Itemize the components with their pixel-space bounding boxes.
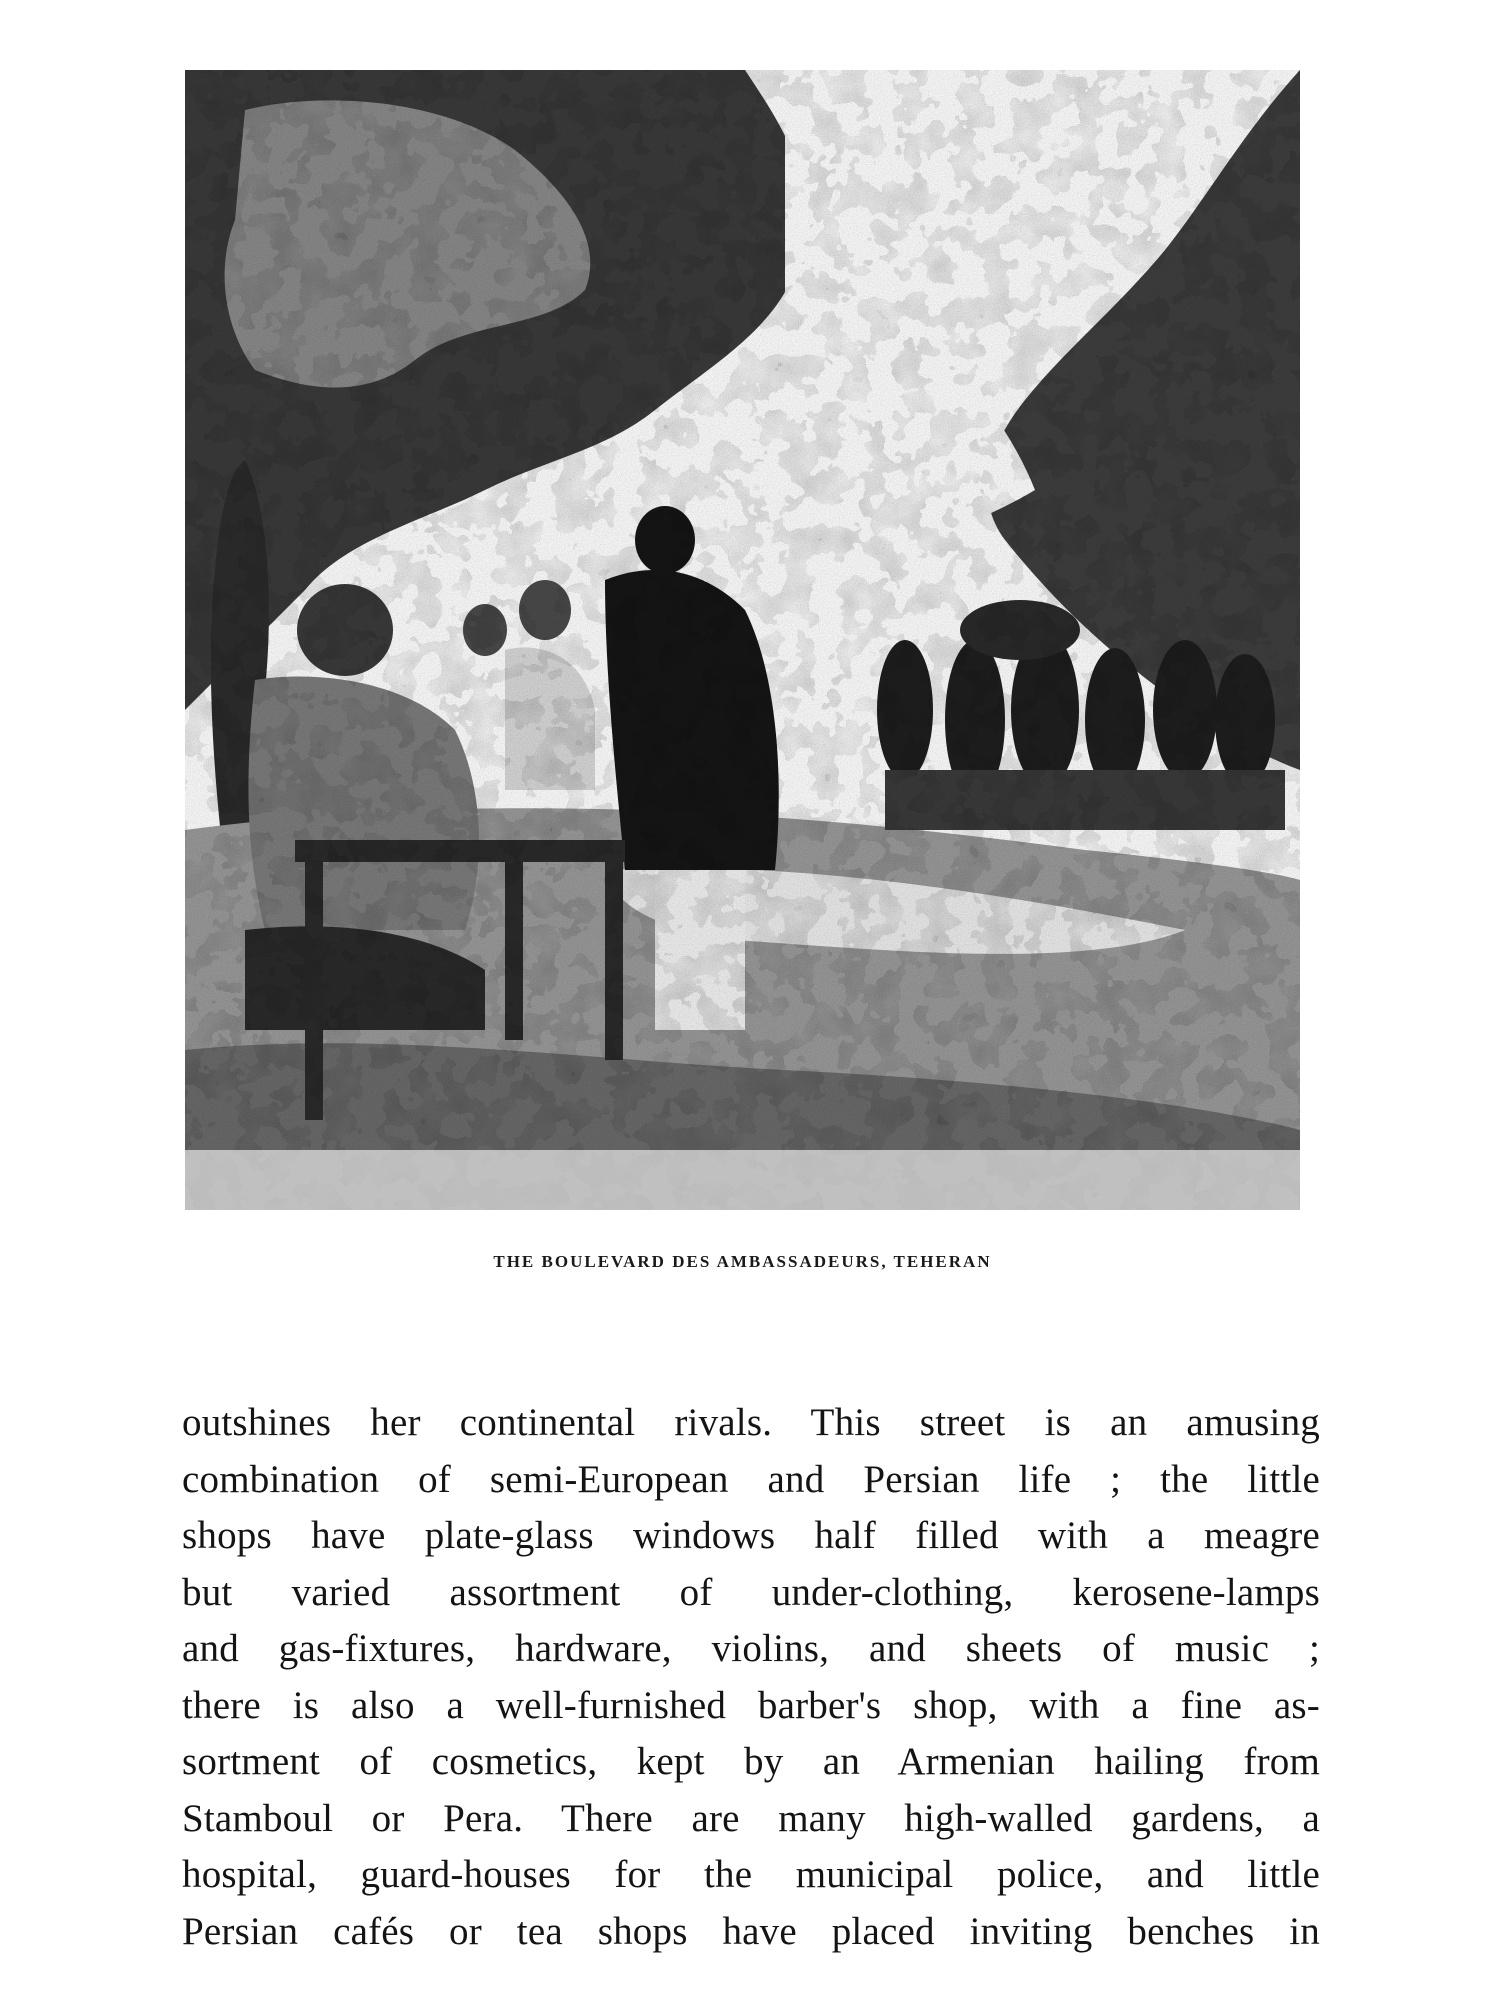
text-line: sortment of cosmetics, kept by an Armenian hailing from (182, 1740, 1320, 1783)
body-text (182, 1395, 1320, 1960)
text-line: there is also a well-furnished barber's shop, with a fine as- (182, 1683, 1320, 1727)
text-line: and gas-fixtures, hardware, violins, and sheets of music ; (182, 1627, 1320, 1670)
text-line: combination of semi-European and Persian life ; the little (182, 1457, 1320, 1501)
text-line: Persian cafés or tea shops have placed inviting benches in (182, 1909, 1320, 1953)
text-line: hospital, guard-houses for the municipal police, and little (182, 1853, 1320, 1896)
text-line: but varied assortment of under-clothing, kerosene-lamps (182, 1570, 1320, 1614)
text-line: outshines her continental rivals. This street is an amusing (182, 1401, 1320, 1444)
text-line: Stamboul or Pera. There are many high-walled gardens, a (182, 1796, 1320, 1840)
figure-caption: THE BOULEVARD DES AMBASSADEURS, TEHERAN (493, 1252, 992, 1271)
engraving-scene (185, 70, 1300, 1210)
boulevard-illustration (185, 70, 1300, 1210)
text-line: shops have plate-glass windows half filled with a meagre (182, 1514, 1320, 1557)
